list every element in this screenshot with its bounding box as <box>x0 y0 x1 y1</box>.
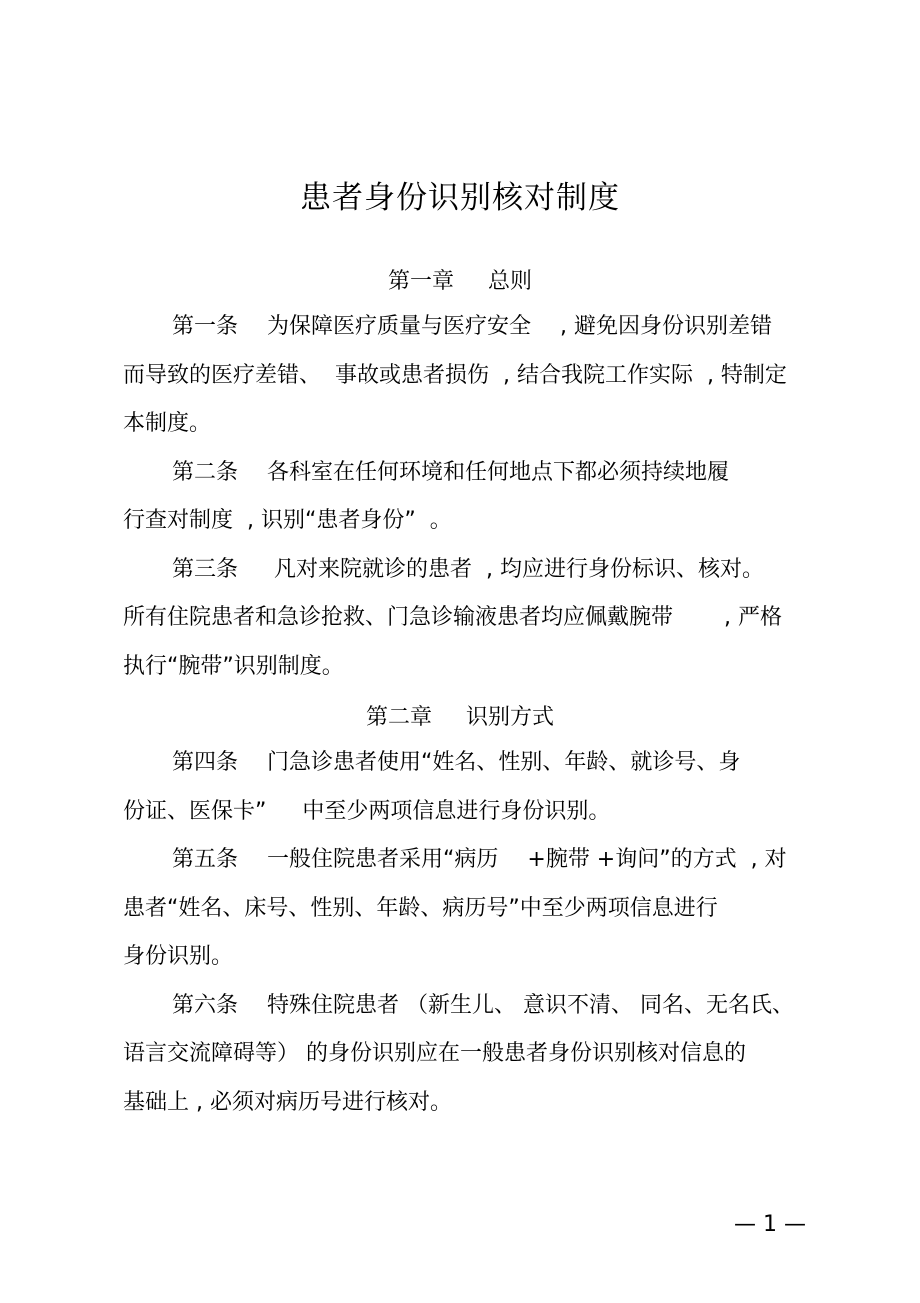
document-title: 患者身份识别核对制度 <box>300 180 620 216</box>
chapter-1-name: 总则 <box>488 269 533 294</box>
chapter-1-heading <box>0 264 920 295</box>
article-3-line-3: 执行“腕带”识别制度。 <box>123 654 344 679</box>
article-4-line-2: 份证、医保卡” 中至少两项信息进行身份识别。 <box>123 799 611 824</box>
article-5-line-2: 患者“姓名、床号、性别、年龄、病历号”中至少两项信息进行 <box>123 896 718 921</box>
article-1-line-1: 第一条 为保障医疗质量与医疗安全 , 避免因身份识别差错 <box>172 314 772 339</box>
article-4-line-1: 第四条 门急诊患者使用“姓名、性别、年龄、就诊号、身 <box>172 750 741 775</box>
article-5-line-3: 身份识别。 <box>123 944 234 969</box>
article-1-line-2: 而导致的医疗差错、 事故或患者损伤 , 结合我院工作实际 , 特制定 <box>123 363 787 388</box>
chapter-2-name: 识别方式 <box>466 705 555 730</box>
chapter-1-number: 第一章 <box>387 269 454 294</box>
article-6-line-2: 语言交流障碍等） 的身份识别应在一般患者身份识别核对信息的 <box>123 1041 746 1066</box>
article-6-line-3: 基础上 , 必须对病历号进行核对。 <box>123 1090 452 1115</box>
article-5-line-1: 第五条 一般住院患者采用“病历 +腕带 +询问”的方式 , 对 <box>172 847 787 872</box>
article-2-line-1: 第二条 各科室在任何环境和任何地点下都必须持续地履 <box>172 460 729 485</box>
article-1-line-3: 本制度。 <box>123 411 212 436</box>
article-3-line-1: 第三条 凡对来院就诊的患者 , 均应进行身份标识、核对。 <box>172 557 764 582</box>
chapter-2-number: 第二章 <box>365 705 432 730</box>
article-2-line-2: 行查对制度 , 识别“患者身份” 。 <box>123 508 452 533</box>
article-6-line-1: 第六条 特殊住院患者 （新生儿、 意识不清、 同名、无名氏、 <box>172 993 794 1018</box>
article-3-line-2: 所有住院患者和急诊抢救、门急诊输液患者均应佩戴腕带 , 严格 <box>123 605 782 630</box>
chapter-2-heading <box>0 700 920 731</box>
page-number: — 1 — <box>734 1212 806 1237</box>
